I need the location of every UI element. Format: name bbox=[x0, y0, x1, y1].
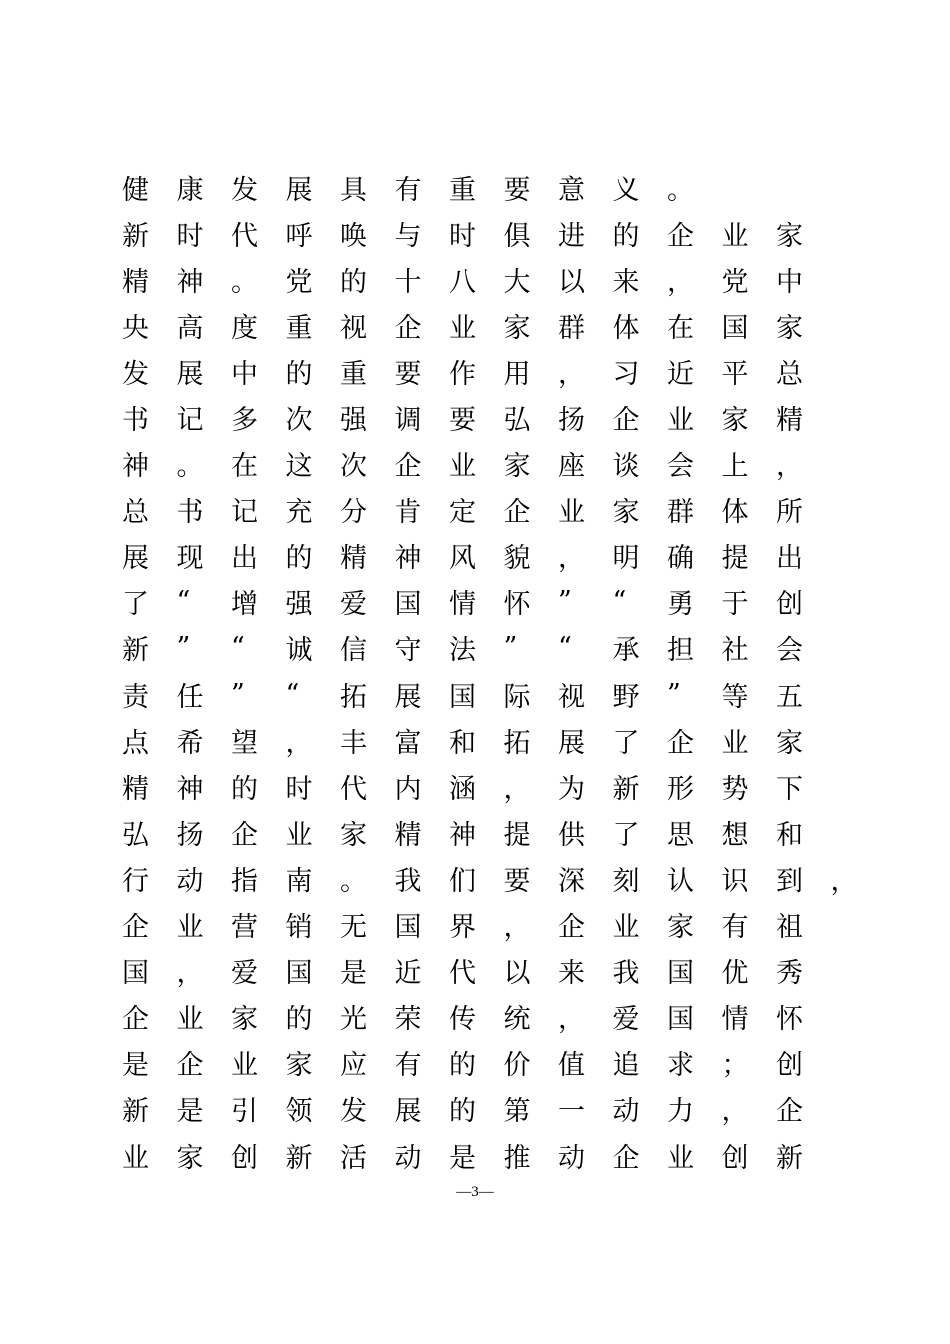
page-number: —3— bbox=[456, 1184, 494, 1200]
text-line: 企 业 营 销 无 国 界 ， 企 业 家 有 祖 bbox=[122, 912, 803, 944]
text-line: 国 ， 爱 国 是 近 代 以 来 我 国 优 秀 bbox=[122, 958, 803, 990]
text-line: 健 康 发 展 具 有 重 要 意 义 。 bbox=[122, 174, 694, 206]
text-line: 神 。 在 这 次 企 业 家 座 谈 会 上 ， bbox=[122, 451, 803, 483]
text-line: 点 希 望 ， 丰 富 和 拓 展 了 企 业 家 bbox=[122, 727, 803, 759]
text-line: 企 业 家 的 光 荣 传 统 ， 爱 国 情 怀 bbox=[122, 1004, 803, 1036]
text-line: 展 现 出 的 精 神 风 貌 ， 明 确 提 出 bbox=[122, 543, 803, 575]
text-line: 业 家 创 新 活 动 是 推 动 企 业 创 新 bbox=[122, 1142, 803, 1174]
text-line: 是 企 业 家 应 有 的 价 值 追 求 ； 创 bbox=[122, 1050, 803, 1082]
body-text bbox=[122, 164, 858, 1178]
text-line: 新 ” “ 诚 信 守 法 ” “ 承 担 社 会 bbox=[122, 632, 803, 667]
text-line: 新 是 引 领 发 展 的 第 一 动 力 ， 企 bbox=[122, 1096, 803, 1128]
text-line: 了 “ 增 强 爱 国 情 怀 ” “ 勇 于 创 bbox=[122, 586, 803, 621]
text-line: 新 时 代 呼 唤 与 时 俱 进 的 企 业 家 bbox=[122, 220, 803, 252]
text-line: 书 记 多 次 强 调 要 弘 扬 企 业 家 精 bbox=[122, 405, 803, 437]
text-line: 行 动 指 南 。 我 们 要 深 刻 认 识 到 ， bbox=[122, 865, 858, 897]
text-line: 精 神 的 时 代 内 涵 ， 为 新 形 势 下 bbox=[122, 773, 803, 805]
text-line: 责 任 ” “ 拓 展 国 际 视 野 ” 等 五 bbox=[122, 678, 803, 713]
text-line: 弘 扬 企 业 家 精 神 提 供 了 思 想 和 bbox=[122, 819, 803, 851]
text-line: 总 书 记 充 分 肯 定 企 业 家 群 体 所 bbox=[122, 497, 803, 529]
text-line: 发 展 中 的 重 要 作 用 ， 习 近 平 总 bbox=[122, 358, 803, 390]
text-line: 央 高 度 重 视 企 业 家 群 体 在 国 家 bbox=[122, 312, 803, 344]
text-line: 精 神 。 党 的 十 八 大 以 来 ， 党 中 bbox=[122, 266, 803, 298]
